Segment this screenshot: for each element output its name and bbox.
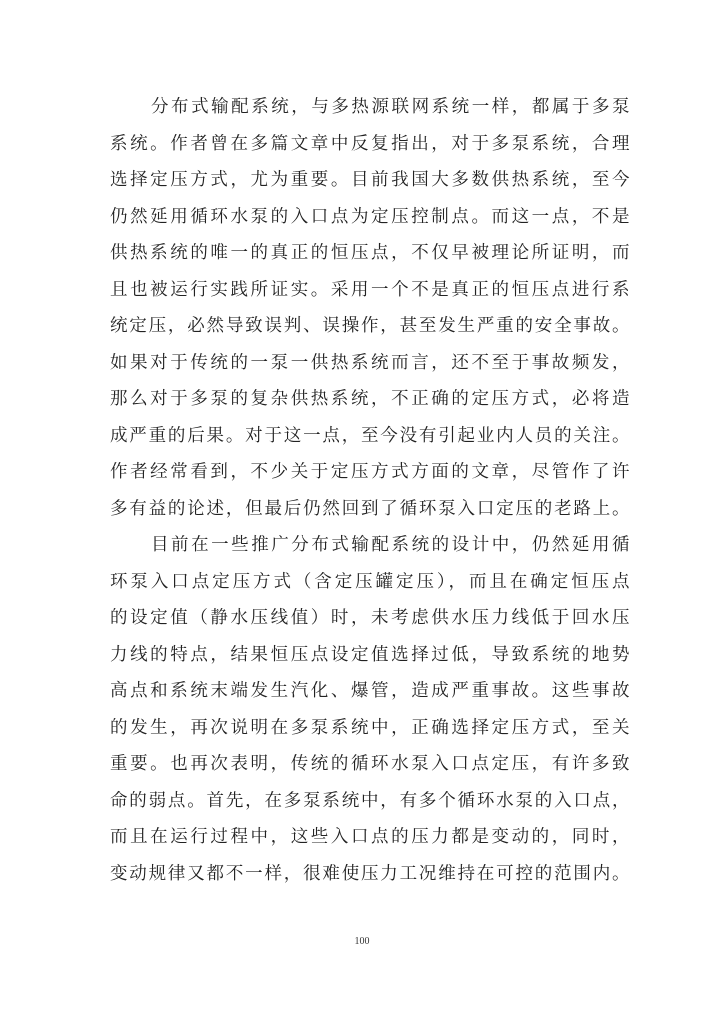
- paragraph-2-line-10: 变动规律又都不一样，很难使压力工况维持在可控的范围内。: [110, 863, 630, 884]
- paragraph-2-line-5: 高点和系统末端发生汽化、爆管，造成严重事故。这些事故: [110, 681, 630, 701]
- page-number: 100: [354, 936, 370, 947]
- paragraph-1-line-10: 成严重的后果。对于这一点，至今没有引起业内人员的关注。: [110, 425, 630, 446]
- paragraph-2-line-7: 重要。也再次表明，传统的循环水泵入口点定压，有许多致: [110, 754, 630, 774]
- paragraph-1-line-2: 系统。作者曾在多篇文章中反复指出，对于多泵系统，合理: [110, 133, 630, 154]
- paragraph-1-line-12: 多有益的论述，但最后仍然回到了循环泵入口定压的老路上。: [110, 498, 630, 519]
- paragraph-2-line-4: 力线的特点，结果恒压点设定值选择过低，导致系统的地势: [110, 644, 630, 665]
- body-text: [110, 89, 630, 892]
- paragraph-2-line-1: 目前在一些推广分布式输配系统的设计中，仍然延用循: [151, 535, 630, 555]
- paragraph-1-line-5: 供热系统的唯一的真正的恒压点，不仅早被理论所证明，而: [110, 243, 630, 263]
- paragraph-1-line-6: 且也被运行实践所证实。采用一个不是真正的恒压点进行系: [110, 279, 630, 300]
- paragraph-1-line-3: 选择定压方式，尤为重要。目前我国大多数供热系统，至今: [110, 170, 630, 190]
- paragraph-1-line-9: 那么对于多泵的复杂供热系统，不正确的定压方式，必将造: [110, 389, 630, 409]
- paragraph-1-line-11: 作者经常看到，不少关于定压方式方面的文章，尽管作了许: [110, 462, 630, 482]
- paragraph-2-line-6: 的发生，再次说明在多泵系统中，正确选择定压方式，至关: [110, 717, 630, 738]
- paragraph-1-line-1: 分布式输配系统，与多热源联网系统一样，都属于多泵: [151, 97, 630, 117]
- paragraph-2-line-9: 而且在运行过程中，这些入口点的压力都是变动的，同时，: [110, 827, 630, 847]
- paragraph-2-line-3: 的设定值（静水压线值）时，未考虑供水压力线低于回水压: [110, 608, 630, 628]
- paragraph-1-line-4: 仍然延用循环水泵的入口点为定压控制点。而这一点，不是: [110, 206, 630, 227]
- paragraph-1-line-7: 统定压，必然导致误判、误操作，甚至发生严重的安全事故。: [110, 316, 630, 336]
- paragraph-2-line-8: 命的弱点。首先，在多泵系统中，有多个循环水泵的入口点，: [110, 790, 630, 811]
- paragraph-2-line-2: 环泵入口点定压方式（含定压罐定压），而且在确定恒压点: [110, 571, 630, 592]
- paragraph-1-line-8: 如果对于传统的一泵一供热系统而言，还不至于事故频发，: [110, 352, 630, 373]
